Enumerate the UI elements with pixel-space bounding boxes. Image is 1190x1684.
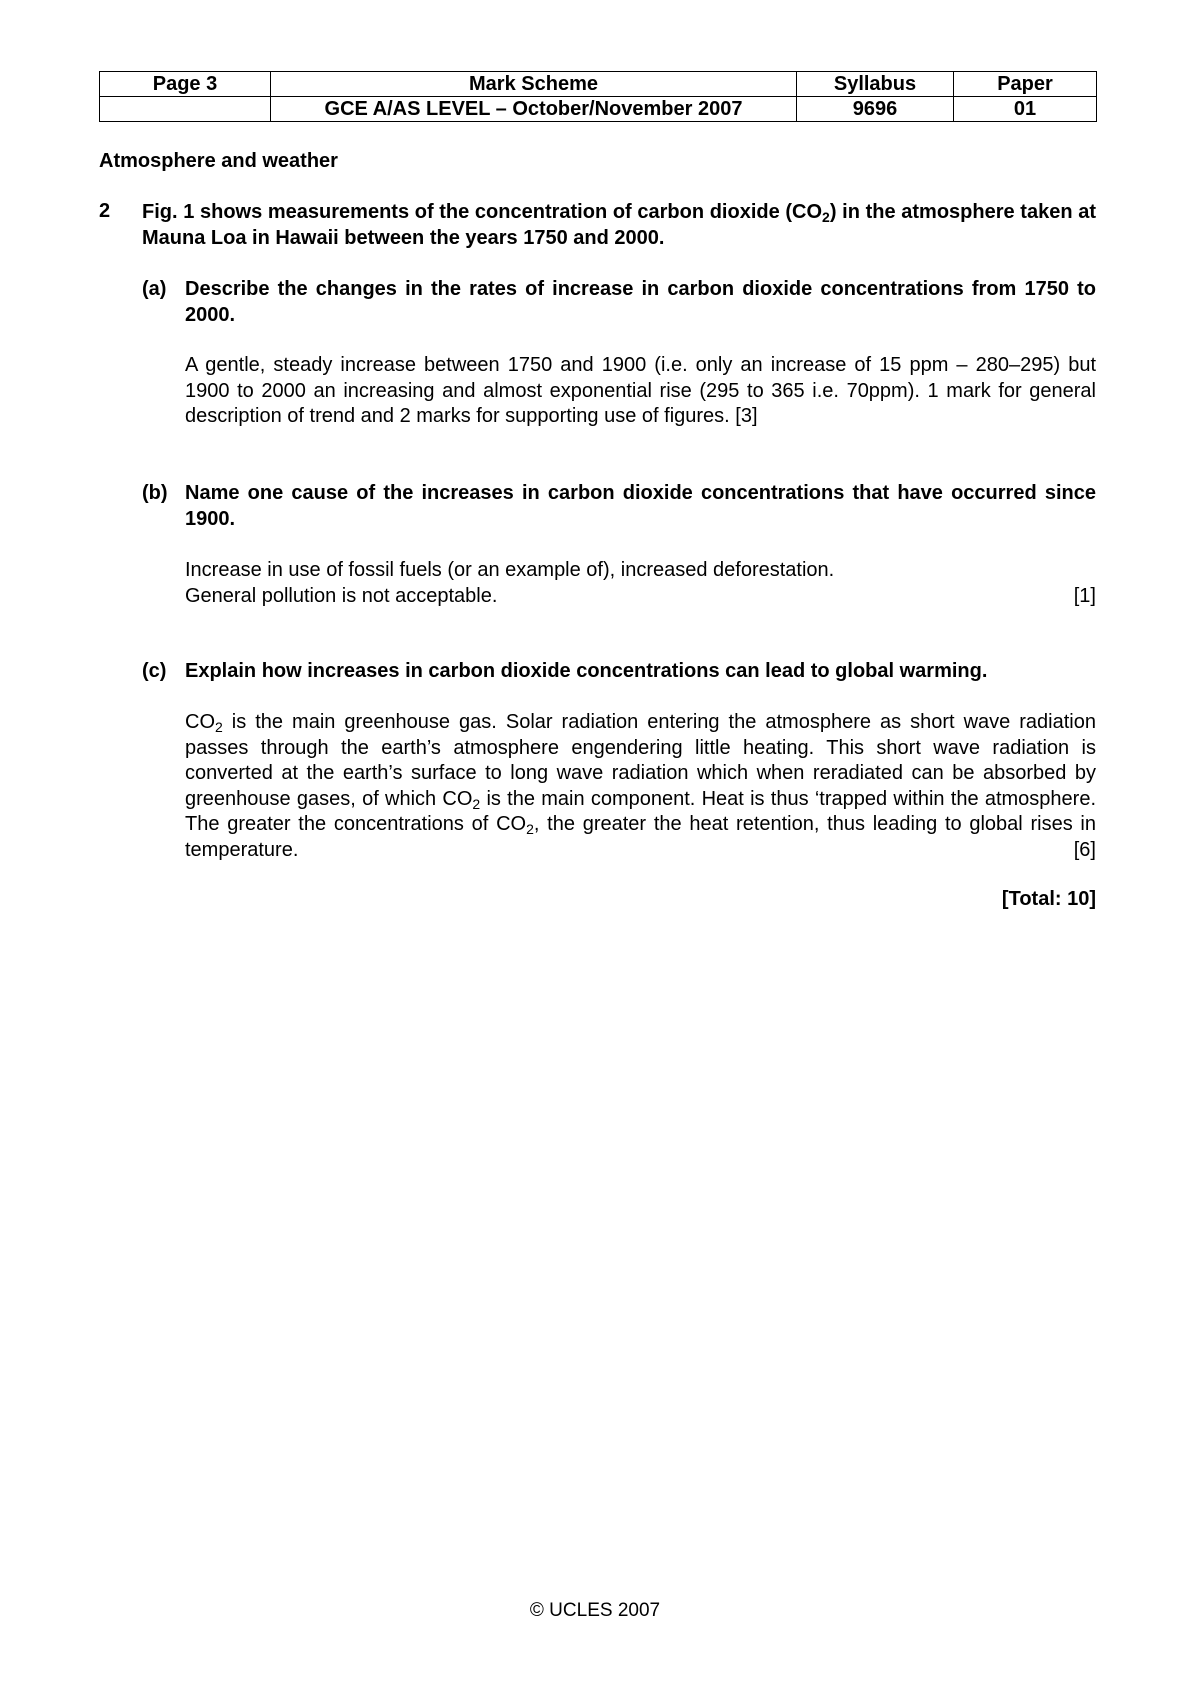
header-table <box>99 71 1097 122</box>
part-b-question: Name one cause of the increases in carbon dioxide concentrations that have occurred since 1900. <box>185 482 1096 530</box>
header-syllabus-code: 9696 <box>797 97 954 122</box>
part-b-answer <box>185 558 1096 609</box>
part-c-question: Explain how increases in carbon dioxide concentrations can lead to global warming. <box>185 660 988 682</box>
question-number: 2 <box>99 200 111 222</box>
part-b-answer-line-2: General pollution is not acceptable. <box>185 584 498 607</box>
part-a-answer: A gentle, steady increase between 1750 and 1900 (i.e. only an increase of 15 ppm – 280–295) but 1900 to 2000 an increasing and almost exponential rise (295 to 365 i.e. 70ppm). 1 mark for general description of trend and 2 marks for supporting use of figures. [3] <box>185 354 1096 427</box>
part-c-answer-text: $CO_2$ is the main greenhouse gas. Solar radiation entering the atmosphere as short wave radiation passes through the earth’s atmosphere engendering little heating. This short wave radiation is converted at the earth’s surface to long wave radiation which when reradiated can be absorbed by greenhouse gases, of which $CO_2$ is the main component. Heat is thus ‘trapped within the atmosphere. The greater the concentrations of $CO_2$, the greater the heat retention, thus leading to global rises in temperature. [6] <box>185 710 1096 863</box>
header-exam: GCE A/AS LEVEL – October/November 2007 <box>271 97 797 122</box>
header-empty-cell <box>100 97 271 122</box>
question-stem: Fig. 1 shows measurements of the concentration of carbon dioxide $(CO_2)$ in the atmosphere taken at Mauna Loa in Hawaii between the years 1750 and 2000. <box>142 201 1096 249</box>
header-paper-code: 01 <box>954 97 1097 122</box>
question-total: [Total: 10] <box>1001 888 1096 910</box>
header-mark-scheme: Mark Scheme <box>271 72 797 97</box>
part-a-label: (a) <box>142 278 167 300</box>
header-page: Page 3 <box>100 72 271 97</box>
header-syllabus-label: Syllabus <box>797 72 954 97</box>
part-c-answer <box>185 710 1096 863</box>
part-c-marks: [6] <box>1073 838 1096 861</box>
part-c-label: (c) <box>142 660 167 682</box>
part-a-question: Describe the changes in the rates of increase in carbon dioxide concentrations from 1750 to 2000. <box>185 278 1096 326</box>
part-b-marks: [1] <box>1073 584 1096 607</box>
header-paper-label: Paper <box>954 72 1097 97</box>
section-title: Atmosphere and weather <box>99 150 338 172</box>
page-footer: © UCLES 2007 <box>529 1600 661 1621</box>
part-b-answer-line-1: Increase in use of fossil fuels (or an example of), increased deforestation. <box>185 559 835 581</box>
part-b-label: (b) <box>142 482 168 504</box>
